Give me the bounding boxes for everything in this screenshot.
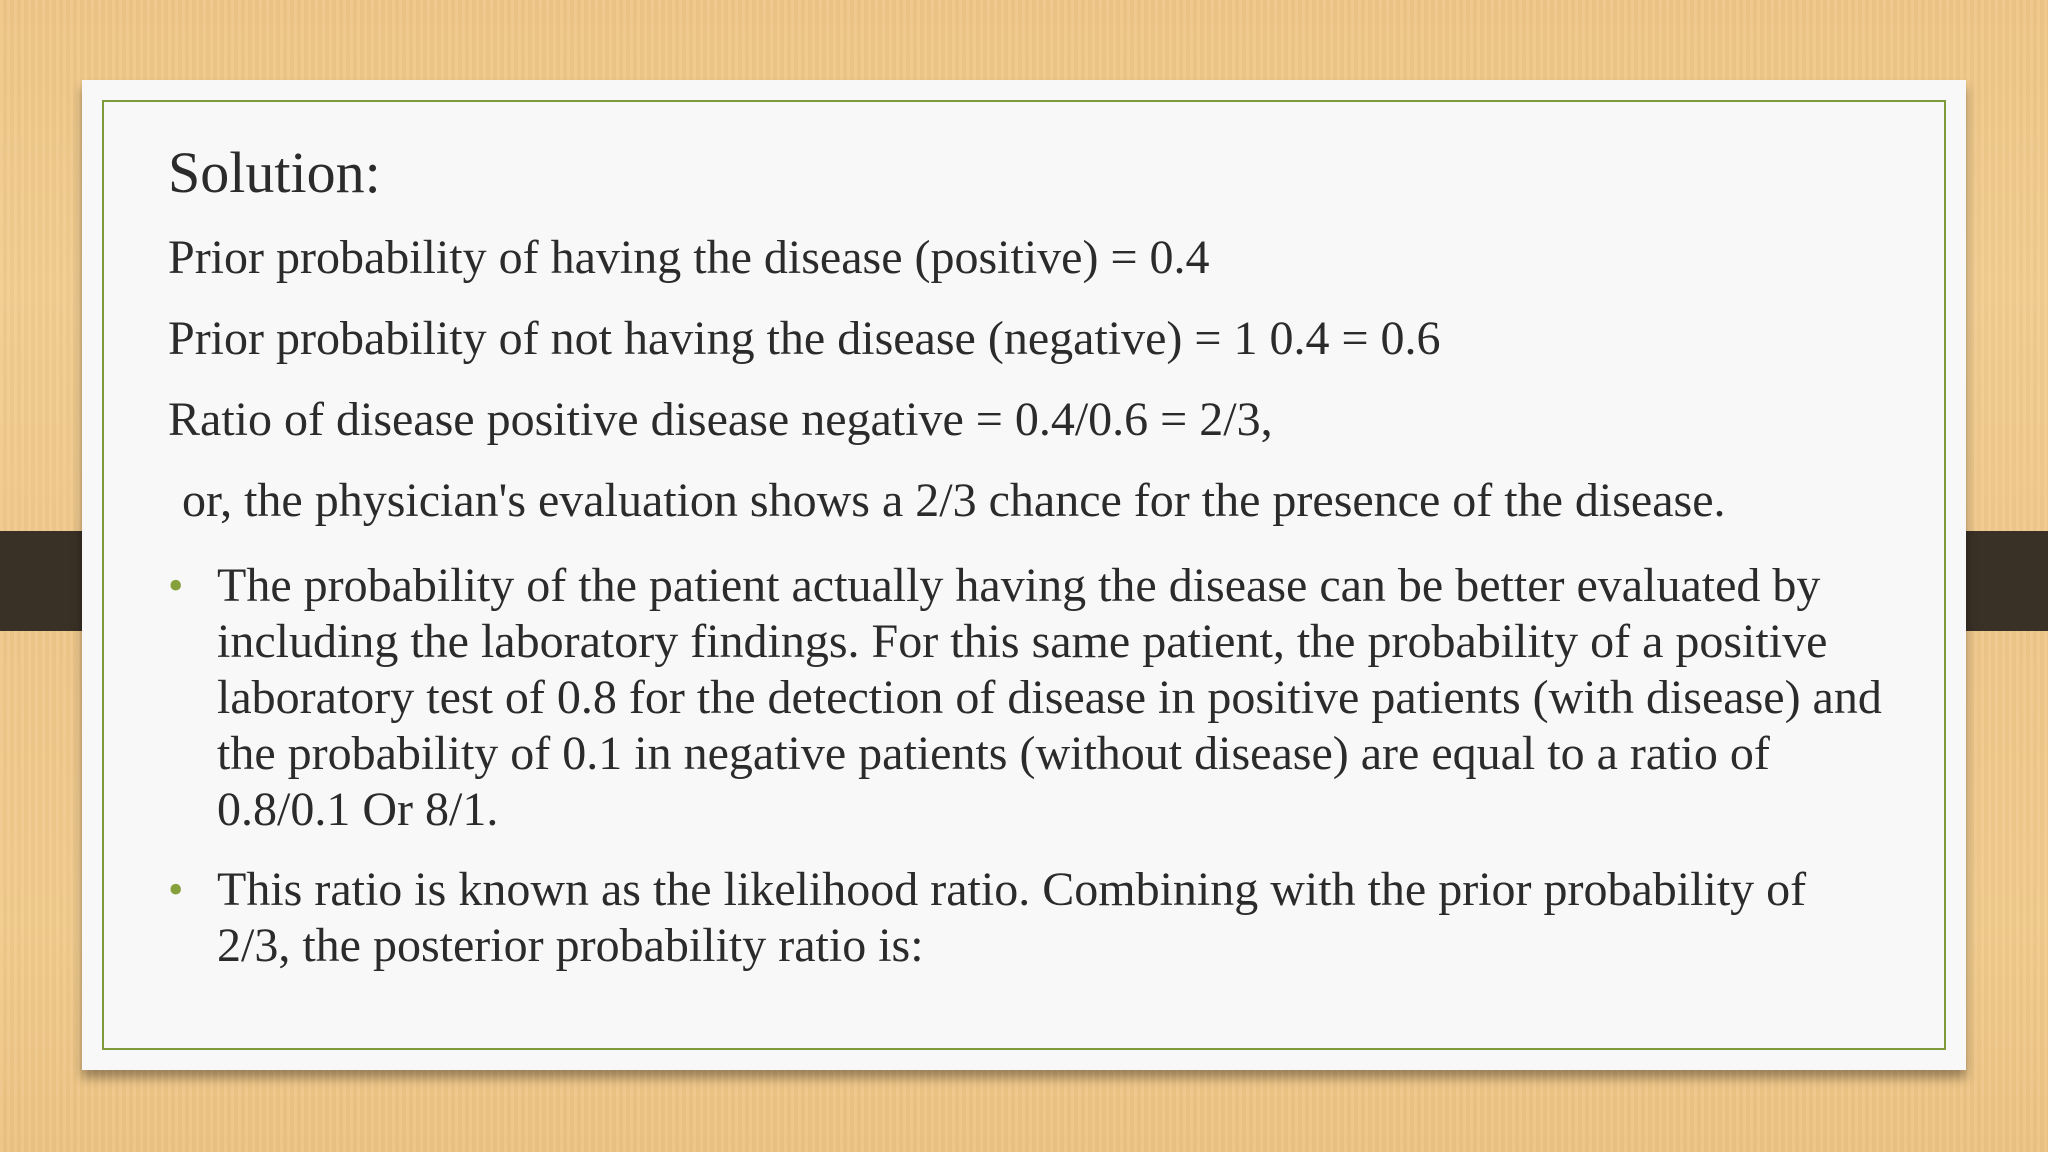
prior-positive-line: Prior probability of having the disease (positive) = 0.4	[168, 231, 1210, 284]
bullet-item	[168, 862, 1888, 974]
bullet-item	[168, 558, 1888, 838]
bullet-icon: •	[168, 561, 184, 610]
slide-content	[168, 140, 1888, 998]
prior-negative-line: Prior probability of not having the disease (negative) = 1 0.4 = 0.6	[168, 312, 1441, 365]
bullet-text: The probability of the patient actually having the disease can be better evaluated by including the laboratory findings. For this same patient, the probability of a positive laboratory test of 0.8 for the detection of disease in positive patients (with disease) and the probability of 0.1 in negative patients (without disease) are equal to a ratio of 0.8/0.1 Or 8/1.	[217, 559, 1882, 836]
bullet-icon: •	[168, 865, 184, 914]
evaluation-line: or, the physician's evaluation shows a 2/3 chance for the presence of the disease.	[182, 474, 1726, 527]
bullet-list	[168, 558, 1888, 974]
slide-card	[82, 80, 1966, 1070]
slide-heading: Solution:	[168, 140, 381, 205]
bullet-text: This ratio is known as the likelihood ratio. Combining with the prior probability of 2/3, the posterior probability ratio is:	[217, 863, 1807, 972]
ratio-line: Ratio of disease positive disease negative = 0.4/0.6 = 2/3,	[168, 393, 1273, 446]
